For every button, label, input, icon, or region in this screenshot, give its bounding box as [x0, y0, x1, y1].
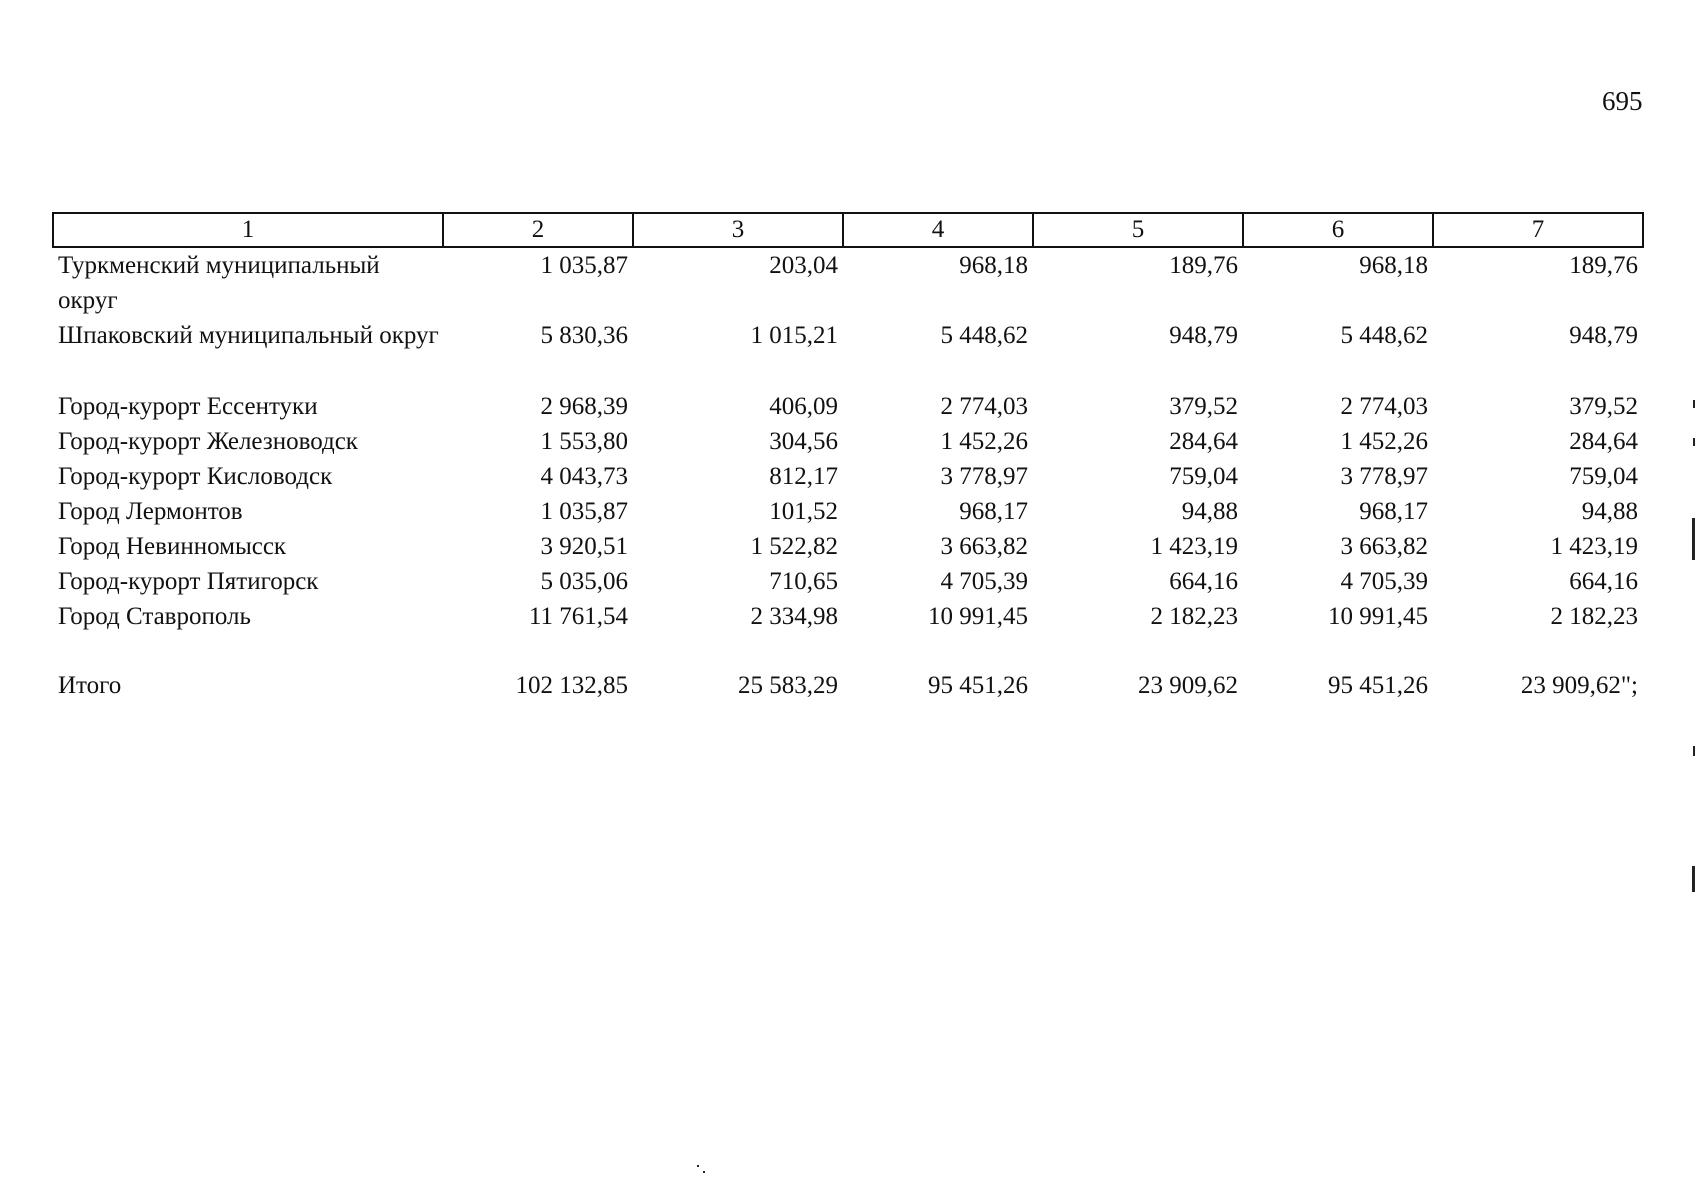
row-value-col6: 10 991,45 — [1328, 603, 1428, 630]
row-name: Город-курорт Железноводск — [58, 428, 358, 455]
row-value-col3: 203,04 — [769, 252, 838, 279]
row-value-col6: 4 705,39 — [1340, 568, 1428, 595]
row-value-col5: 189,76 — [1169, 252, 1238, 279]
total-value-col2: 102 132,85 — [515, 672, 628, 699]
column-header-4: 4 — [843, 213, 1033, 247]
row-value-col3: 101,52 — [769, 498, 838, 525]
table-row — [52, 494, 1642, 529]
total-value-col4: 95 451,26 — [928, 672, 1028, 699]
column-header-2: 2 — [443, 213, 633, 247]
data-table — [52, 248, 1642, 703]
row-value-col7: 94,88 — [1581, 498, 1638, 525]
table-row — [52, 564, 1642, 599]
spacer-cell — [52, 353, 1642, 389]
table-row — [52, 424, 1642, 459]
header-row — [53, 213, 1643, 247]
row-value-col2: 1 035,87 — [540, 252, 628, 279]
row-value-col2: 11 761,54 — [528, 603, 628, 630]
scan-edge-mark — [1693, 746, 1695, 756]
row-value-col3: 304,56 — [769, 428, 838, 455]
row-value-col7: 948,79 — [1569, 322, 1638, 349]
row-value-col5: 2 182,23 — [1150, 603, 1238, 630]
scan-edge-mark — [1693, 438, 1695, 446]
row-value-col3: 710,65 — [769, 568, 838, 595]
row-value-col3: 406,09 — [769, 393, 838, 420]
row-value-col7: 1 423,19 — [1550, 533, 1638, 560]
scan-speck — [697, 1165, 699, 1167]
row-value-col2: 1 035,87 — [540, 498, 628, 525]
total-value-col3: 25 583,29 — [738, 672, 838, 699]
scan-edge-mark — [1693, 400, 1695, 408]
row-value-col7: 284,64 — [1569, 428, 1638, 455]
row-value-col4: 1 452,26 — [940, 428, 1028, 455]
total-label: Итого — [58, 672, 122, 699]
row-name: Город-курорт Ессентуки — [58, 393, 318, 420]
row-value-col3: 2 334,98 — [750, 603, 838, 630]
row-value-col2: 5 035,06 — [540, 568, 628, 595]
row-value-col7: 2 182,23 — [1550, 603, 1638, 630]
row-value-col6: 968,18 — [1359, 252, 1428, 279]
row-value-col3: 1 015,21 — [750, 322, 838, 349]
total-value-col7: 23 909,62"; — [1520, 672, 1638, 699]
row-value-col6: 3 663,82 — [1340, 533, 1428, 560]
row-value-col6: 968,17 — [1359, 498, 1428, 525]
total-row — [52, 634, 1642, 703]
row-value-col2: 1 553,80 — [540, 428, 628, 455]
page-number: 695 — [1602, 86, 1643, 116]
row-name: Город-курорт Кисловодск — [58, 463, 333, 490]
row-value-col4: 968,18 — [959, 252, 1028, 279]
column-header-1: 1 — [53, 213, 443, 247]
row-spacer — [52, 353, 1642, 389]
row-value-col6: 3 778,97 — [1340, 463, 1428, 490]
row-value-col4: 4 705,39 — [940, 568, 1028, 595]
row-value-col5: 664,16 — [1169, 568, 1238, 595]
row-value-col6: 2 774,03 — [1340, 393, 1428, 420]
row-value-col2: 5 830,36 — [540, 322, 628, 349]
row-value-col4: 2 774,03 — [940, 393, 1028, 420]
row-value-col2: 3 920,51 — [540, 533, 628, 560]
row-value-col6: 5 448,62 — [1340, 322, 1428, 349]
scan-speck — [703, 1171, 705, 1173]
row-name: Шпаковский муниципальный округ — [58, 322, 439, 349]
row-value-col4: 968,17 — [959, 498, 1028, 525]
column-header-6: 6 — [1243, 213, 1433, 247]
column-header-5: 5 — [1033, 213, 1243, 247]
row-name: Туркменский муниципальный округ — [58, 252, 380, 314]
column-header-7: 7 — [1433, 213, 1643, 247]
row-value-col2: 2 968,39 — [540, 393, 628, 420]
row-value-col7: 664,16 — [1569, 568, 1638, 595]
row-value-col7: 759,04 — [1569, 463, 1638, 490]
row-value-col6: 1 452,26 — [1340, 428, 1428, 455]
row-name: Город Невинномысск — [58, 533, 287, 560]
table-row — [52, 389, 1642, 424]
row-name: Город Лермонтов — [58, 498, 243, 525]
total-value-col5: 23 909,62 — [1138, 672, 1238, 699]
row-value-col4: 3 778,97 — [940, 463, 1028, 490]
scan-edge-mark — [1692, 518, 1695, 560]
column-number-header — [52, 212, 1644, 248]
scan-edge-mark — [1692, 866, 1695, 892]
table-row — [52, 459, 1642, 494]
table-row — [52, 248, 1642, 318]
row-value-col3: 1 522,82 — [750, 533, 838, 560]
row-value-col2: 4 043,73 — [540, 463, 628, 490]
row-value-col5: 284,64 — [1169, 428, 1238, 455]
row-value-col5: 1 423,19 — [1150, 533, 1238, 560]
row-value-col5: 94,88 — [1181, 498, 1238, 525]
table-row — [52, 599, 1642, 634]
row-value-col7: 379,52 — [1569, 393, 1638, 420]
total-value-col6: 95 451,26 — [1328, 672, 1428, 699]
row-name: Город-курорт Пятигорск — [58, 568, 319, 595]
row-name: Город Ставрополь — [58, 603, 251, 630]
table-row — [52, 318, 1642, 353]
row-value-col5: 948,79 — [1169, 322, 1238, 349]
row-value-col4: 3 663,82 — [940, 533, 1028, 560]
column-header-3: 3 — [633, 213, 843, 247]
row-value-col7: 189,76 — [1569, 252, 1638, 279]
row-value-col4: 10 991,45 — [928, 603, 1028, 630]
row-value-col5: 759,04 — [1169, 463, 1238, 490]
table-row — [52, 529, 1642, 564]
row-value-col5: 379,52 — [1169, 393, 1238, 420]
row-value-col4: 5 448,62 — [940, 322, 1028, 349]
row-value-col3: 812,17 — [769, 463, 838, 490]
